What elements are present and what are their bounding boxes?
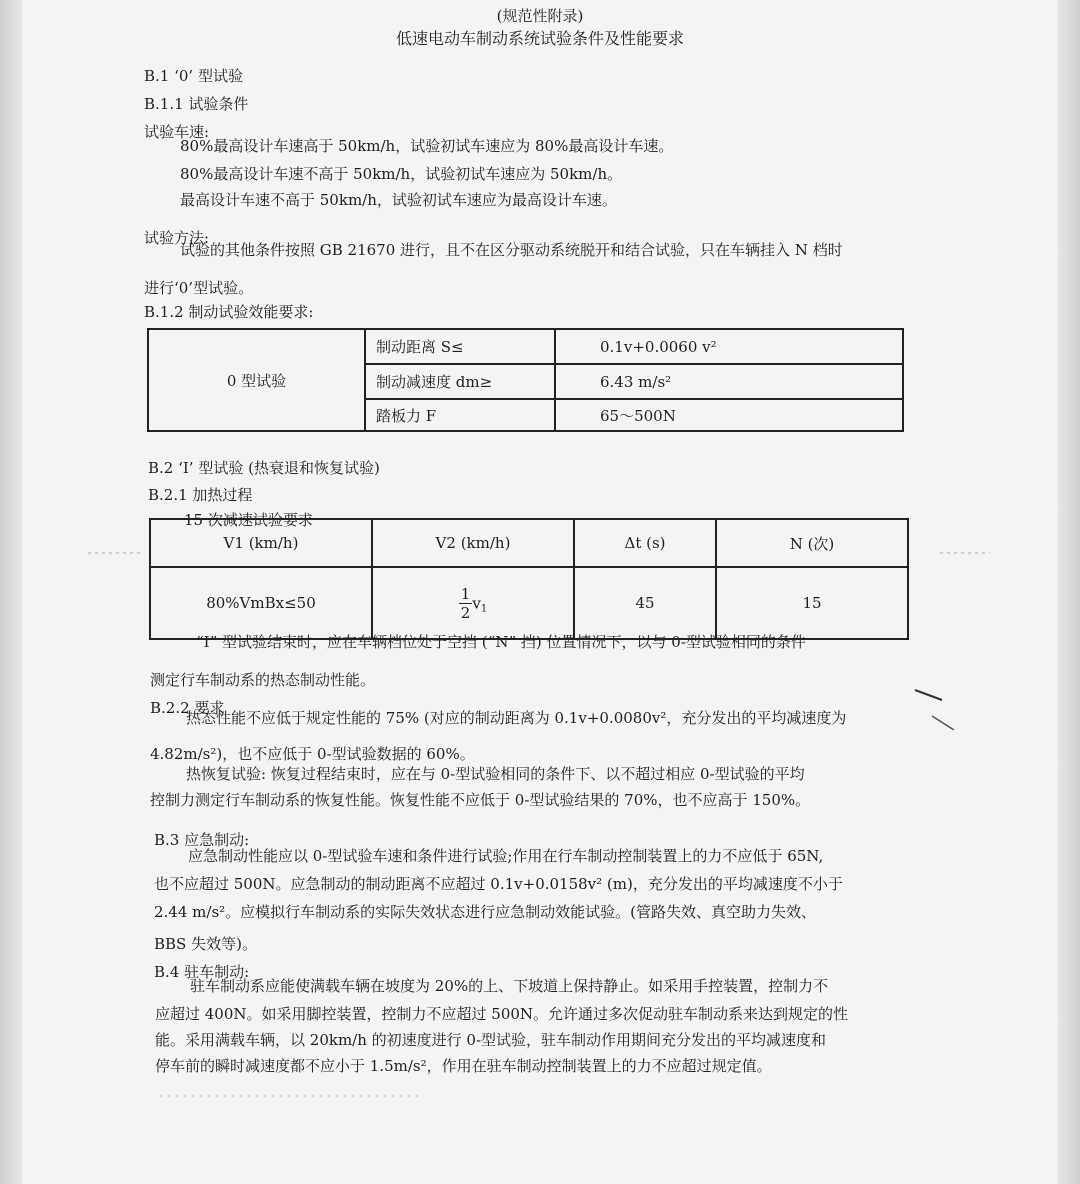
speed-rule: 80%最高设计车速不高于 50km/h，试验初试车速应为 50km/h。 <box>180 165 623 183</box>
table-value <box>555 329 903 364</box>
requirement-text: 热态性能不应低于规定性能的 75% (对应的制动距离为 0.1v+0.0080v²，充分发出的平均减速度为 <box>186 709 847 727</box>
table-row <box>148 329 903 364</box>
table-group-label: 0 型试验 <box>148 329 365 431</box>
section-b1-heading: B.1 ‘0’ 型试验 <box>144 67 243 85</box>
section-b1-1-heading: B.1.1 试验条件 <box>144 95 249 113</box>
column-header: V2 (km/h) <box>372 519 574 567</box>
speed-rule: 80%最高设计车速高于 50km/h，试验初试车速应为 80%最高设计车速。 <box>180 137 674 155</box>
table-caption: 15 次减速试验要求 <box>184 511 313 529</box>
speed-rule: 最高设计车速不高于 50km/h，试验初试车速应为最高设计车速。 <box>180 191 617 209</box>
paragraph-line: 应急制动性能应以 0-型试验车速和条件进行试验;作用在行车制动控制装置上的力不应低于 65N, <box>188 847 824 865</box>
paragraph-line: 也不应超过 500N。应急制动的制动距离不应超过 0.1v+0.0158v² (m)，充分发出的平均减速度不小于 <box>154 875 843 893</box>
fraction-numerator: 1 <box>460 584 471 603</box>
efficiency-table <box>147 328 904 432</box>
paragraph-line: 4.82m/s²)，也不应低于 0-型试验数据的 60%。 <box>150 745 475 763</box>
v2-symbol: v <box>472 594 481 612</box>
dt-cell: 45 <box>574 567 716 639</box>
fraction <box>459 585 473 622</box>
appendix-type: (规范性附录) <box>496 7 584 25</box>
method-label: 试验方法: <box>144 229 210 247</box>
column-header: Δt (s) <box>574 519 716 567</box>
paragraph-line: 停车前的瞬时减速度都不应小于 1.5m/s²，作用在驻车制动控制装置上的力不应超过规定值。 <box>155 1057 772 1075</box>
paragraph-line: 热恢复试验: 恢复过程结束时，应在与 0-型试验相同的条件下、以不超过相应 0-型试验的平均 <box>186 765 805 783</box>
table-param: 制动减速度 dm≥ <box>365 364 555 399</box>
paragraph-line: 应超过 400N。如采用脚控装置，控制力不应超过 500N。允许通过多次促动驻车制动系来达到规定的性 <box>155 1005 849 1023</box>
method-line: 进行‘0’型试验。 <box>144 279 254 297</box>
braking-distance-value: 0.1v+0.0060 v² <box>600 337 717 356</box>
v2-subscript: 1 <box>480 603 488 614</box>
paragraph-line: “I” 型试验结束时，应在车辆档位处于空挡 (“N” 挡) 位置情况下，以与 0-型试验相同的条件 <box>196 633 806 651</box>
paragraph-line: BBS 失效等)。 <box>154 935 257 953</box>
table-value: 65～500N <box>555 399 903 431</box>
v2-cell <box>372 567 574 639</box>
section-b2-heading: B.2 ‘I’ 型试验 (热衰退和恢复试验) <box>148 459 380 477</box>
document-title: 低速电动车制动系统试验条件及性能要求 <box>395 29 684 48</box>
paragraph-line: 控制力测定行车制动系的恢复性能。恢复性能不应低于 0-型试验结果的 70%，也不应高于 150%。 <box>150 791 811 809</box>
section-b4-heading: B.4 驻车制动: <box>154 963 250 981</box>
column-header: V1 (km/h) <box>150 519 372 567</box>
section-b3-heading: B.3 应急制动: <box>154 831 250 849</box>
paragraph-line: 能。采用满载车辆，以 20km/h 的初速度进行 0-型试验，驻车制动作用期间充分发出的平均减速度和 <box>155 1031 827 1049</box>
column-header: N (次) <box>716 519 908 567</box>
section-b2-1-heading: B.2.1 加热过程 <box>148 486 253 504</box>
section-b2-2-heading: B.2.2 要求 <box>150 699 225 717</box>
deceleration-test-table <box>149 518 909 640</box>
v1-cell: 80%VmBx≤50 <box>150 567 372 639</box>
table-value: 6.43 m/s² <box>555 364 903 399</box>
speed-label: 试验车速: <box>144 123 210 141</box>
table-row <box>150 567 908 639</box>
paragraph-line: 测定行车制动系的热态制动性能。 <box>150 671 376 689</box>
table-param: 制动距离 S≤ <box>365 329 555 364</box>
paragraph-line: 2.44 m/s²。应模拟行车制动系的实际失效状态进行应急制动效能试验。(管路失效、真空助力失效、 <box>154 903 817 921</box>
table-header-row <box>150 519 908 567</box>
fraction-denominator: 2 <box>460 603 471 622</box>
section-b1-2-heading: B.1.2 制动试验效能要求: <box>144 303 314 321</box>
paragraph-line: 驻车制动系应能使满载车辆在坡度为 20%的上、下坡道上保持静止。如采用手控装置，控制力不 <box>190 977 829 995</box>
paragraph-line <box>186 708 846 728</box>
method-line: 试验的其他条件按照 GB 21670 进行，且不在区分驱动系统脱开和结合试验，只在车辆挂入 N 档时 <box>180 241 843 259</box>
table-param: 踏板力 F <box>365 399 555 431</box>
n-cell: 15 <box>716 567 908 639</box>
